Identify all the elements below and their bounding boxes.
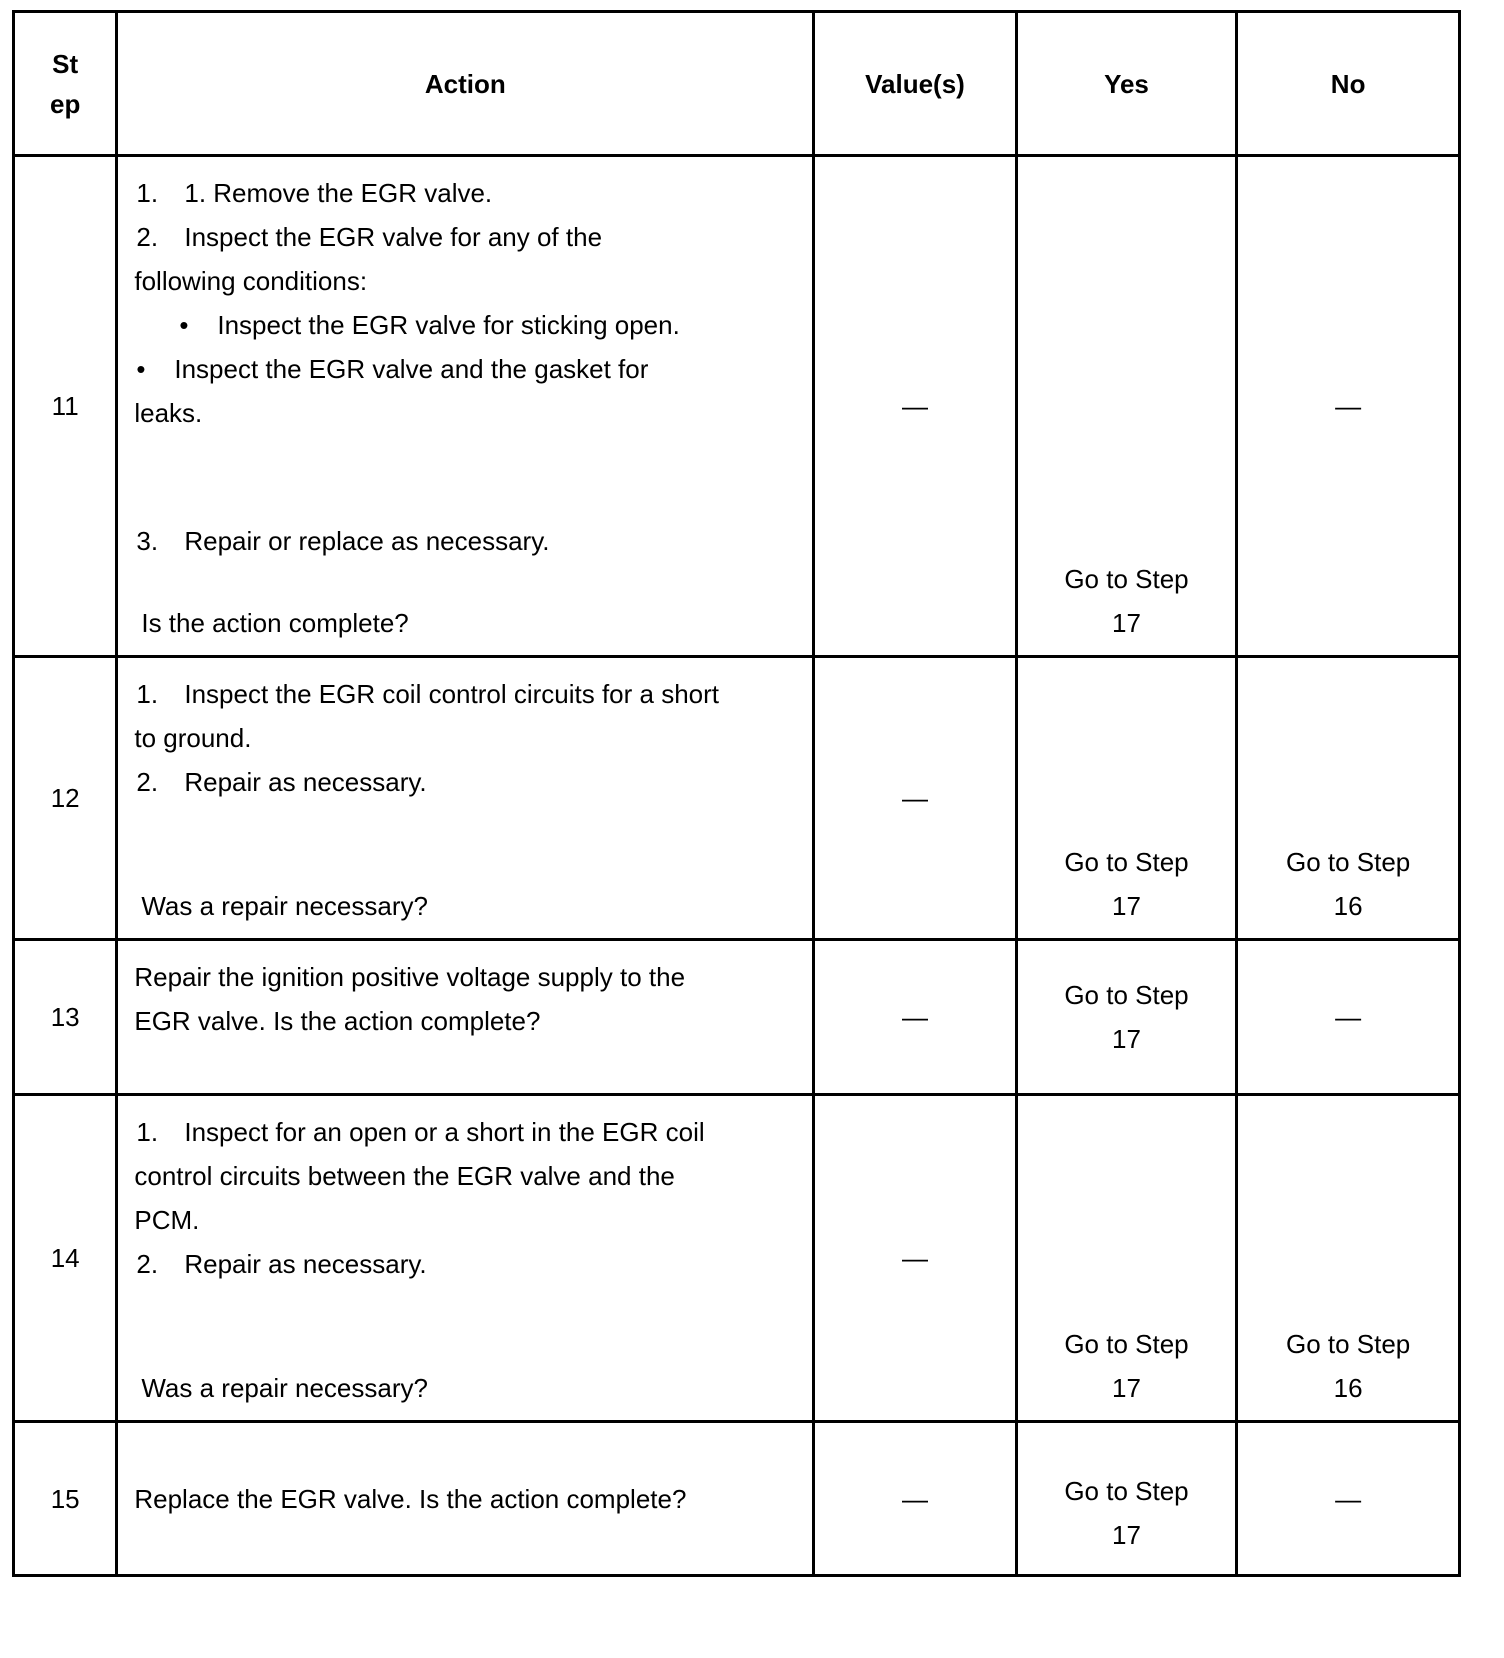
action-item: Repair as necessary.	[184, 767, 427, 797]
action-cell: 1. Inspect the EGR coil control circuits for a short to ground. 2. Repair as necessary. Was a repair necessary?	[117, 657, 814, 940]
step-number: 13	[14, 940, 117, 1095]
value-cell: —	[814, 657, 1016, 940]
yes-cell: Go to Step 17	[1016, 657, 1237, 940]
no-cell: Go to Step 16	[1237, 1095, 1460, 1422]
action-question: Is the action complete?	[141, 608, 409, 638]
action-item: Repair as necessary.	[184, 1249, 427, 1279]
action-item: 1. Remove the EGR valve.	[184, 178, 493, 208]
header-values: Value(s)	[814, 12, 1016, 156]
action-item: Inspect for an open or a short in the EGR coil	[184, 1117, 705, 1147]
header-step: St ep	[14, 12, 117, 156]
step-number: 15	[14, 1422, 117, 1576]
diagnostic-table-grid	[12, 10, 1461, 1577]
step-number: 12	[14, 657, 117, 940]
header-row	[14, 12, 1460, 156]
value-cell: —	[814, 940, 1016, 1095]
yes-cell: Go to Step 17	[1016, 940, 1237, 1095]
action-question: Was a repair necessary?	[141, 1373, 428, 1403]
step-number: 14	[14, 1095, 117, 1422]
action-question: Was a repair necessary?	[141, 891, 428, 921]
action-cell: 1. 1. Remove the EGR valve. 2. Inspect the EGR valve for any of the following conditions: • Inspect the EGR valve for sticking open. • Inspect the EGR valve and the gasket for leaks. 3. Repair or replace as necessary. Is the action complete?	[117, 156, 814, 657]
header-yes: Yes	[1016, 12, 1237, 156]
action-item: Inspect the EGR valve for any of the	[184, 222, 603, 252]
yes-cell: Go to Step 17	[1016, 156, 1237, 657]
table-row	[14, 657, 1460, 940]
action-item: Repair or replace as necessary.	[184, 526, 550, 556]
table-row	[14, 1422, 1460, 1576]
action-cell: 1. Inspect for an open or a short in the EGR coil control circuits between the EGR valve and the PCM. 2. Repair as necessary. Was a repair necessary?	[117, 1095, 814, 1422]
yes-cell: Go to Step 17	[1016, 1095, 1237, 1422]
action-cell: Replace the EGR valve. Is the action complete?	[117, 1422, 814, 1576]
no-cell: Go to Step 16	[1237, 657, 1460, 940]
diagnostic-table	[12, 10, 1461, 1577]
table-row	[14, 156, 1460, 657]
yes-cell: Go to Step 17	[1016, 1422, 1237, 1576]
bullet-item: Inspect the EGR valve and the gasket for	[174, 354, 649, 384]
action-cell: Repair the ignition positive voltage supply to the EGR valve. Is the action complete?	[117, 940, 814, 1095]
header-no: No	[1237, 12, 1460, 156]
no-cell: —	[1237, 156, 1460, 657]
no-cell: —	[1237, 940, 1460, 1095]
value-cell: —	[814, 1422, 1016, 1576]
bullet-item: Inspect the EGR valve for sticking open.	[217, 310, 680, 340]
header-action: Action	[117, 12, 814, 156]
table-row	[14, 940, 1460, 1095]
table-row	[14, 1095, 1460, 1422]
value-cell: —	[814, 156, 1016, 657]
no-cell: —	[1237, 1422, 1460, 1576]
action-item: Inspect the EGR coil control circuits for a short	[184, 679, 720, 709]
value-cell: —	[814, 1095, 1016, 1422]
step-number: 11	[14, 156, 117, 657]
